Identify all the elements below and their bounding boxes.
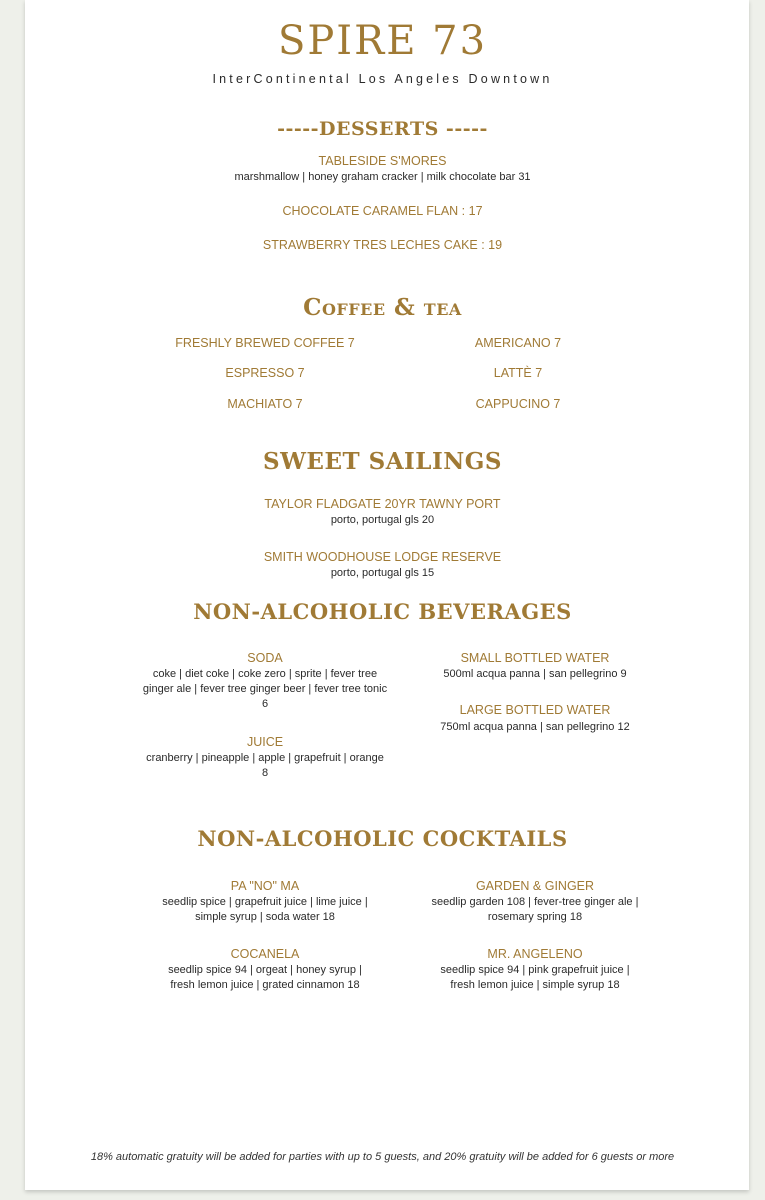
- coffee-item: ESPRESSO 7: [225, 366, 305, 380]
- sweet-sailings-heading: SWEET SAILINGS: [262, 448, 503, 475]
- cocktail-name: GARDEN & GINGER: [475, 879, 595, 893]
- cocktail-name: PA "NO" MA: [230, 879, 300, 893]
- coffee-item: CAPPUCINO 7: [475, 397, 561, 411]
- small-water-name: SMALL BOTTLED WATER: [460, 651, 610, 665]
- dessert-name: STRAWBERRY TRES LECHES CAKE : 19: [262, 238, 503, 252]
- cocktail-desc: seedlip spice 94 | pink grapefruit juice |: [440, 964, 630, 976]
- coffee-tea-heading: Coffee & tea: [303, 294, 462, 321]
- small-water-desc: 500ml acqua panna | san pellegrino 9: [443, 668, 627, 680]
- cocktail-name: COCANELA: [230, 947, 300, 961]
- soda-price: 6: [261, 698, 269, 710]
- cocktail-desc: rosemary spring 18: [487, 911, 583, 923]
- port-desc: porto, portugal gls 20: [330, 514, 435, 526]
- port-desc: porto, portugal gls 15: [330, 567, 435, 579]
- soda-desc: coke | diet coke | coke zero | sprite | fever tree: [152, 668, 378, 680]
- coffee-item: AMERICANO 7: [474, 336, 562, 350]
- dessert-name: CHOCOLATE CARAMEL FLAN : 17: [282, 204, 483, 218]
- juice-name: JUICE: [246, 735, 284, 749]
- port-name: TAYLOR FLADGATE 20YR TAWNY PORT: [264, 497, 501, 511]
- cocktail-desc: fresh lemon juice | grated cinnamon 18: [170, 979, 360, 991]
- large-water-desc: 750ml acqua panna | san pellegrino 12: [440, 721, 630, 733]
- cocktail-desc: simple syrup | soda water 18: [195, 911, 335, 923]
- non-alcoholic-beverages-heading: NON-ALCOHOLIC BEVERAGES: [193, 599, 572, 624]
- cocktail-desc: seedlip spice 94 | orgeat | honey syrup |: [168, 964, 362, 976]
- desserts-heading: -----DESSERTS -----: [277, 118, 488, 140]
- coffee-item: LATTÈ 7: [493, 366, 543, 380]
- port-name: SMITH WOODHOUSE LODGE RESERVE: [263, 550, 502, 564]
- juice-desc: cranberry | pineapple | apple | grapefruit | orange: [146, 752, 384, 764]
- restaurant-title: SPIRE 73: [277, 18, 488, 64]
- cocktail-desc: seedlip spice | grapefruit juice | lime juice |: [162, 896, 368, 908]
- cocktail-desc: seedlip garden 108 | fever-tree ginger ale |: [431, 896, 639, 908]
- soda-desc: ginger ale | fever tree ginger beer | fever tree tonic: [142, 683, 388, 695]
- soda-name: SODA: [247, 651, 283, 665]
- cocktail-name: MR. ANGELENO: [487, 947, 583, 961]
- hotel-subtitle: InterContinental Los Angeles Downtown: [212, 72, 553, 86]
- dessert-name: TABLESIDE S'MORES: [318, 154, 447, 168]
- dessert-desc: marshmallow | honey graham cracker | milk chocolate bar 31: [234, 171, 531, 183]
- non-alcoholic-cocktails-heading: NON-ALCOHOLIC COCKTAILS: [197, 826, 568, 851]
- cocktail-desc: fresh lemon juice | simple syrup 18: [450, 979, 620, 991]
- gratuity-note: 18% automatic gratuity will be added for parties with up to 5 guests, and 20% gratuity will be added for 6 guests or more: [90, 1151, 675, 1163]
- coffee-item: FRESHLY BREWED COFFEE 7: [175, 336, 355, 350]
- large-water-name: LARGE BOTTLED WATER: [459, 703, 611, 717]
- coffee-item: MACHIATO 7: [227, 397, 303, 411]
- juice-price: 8: [261, 767, 269, 779]
